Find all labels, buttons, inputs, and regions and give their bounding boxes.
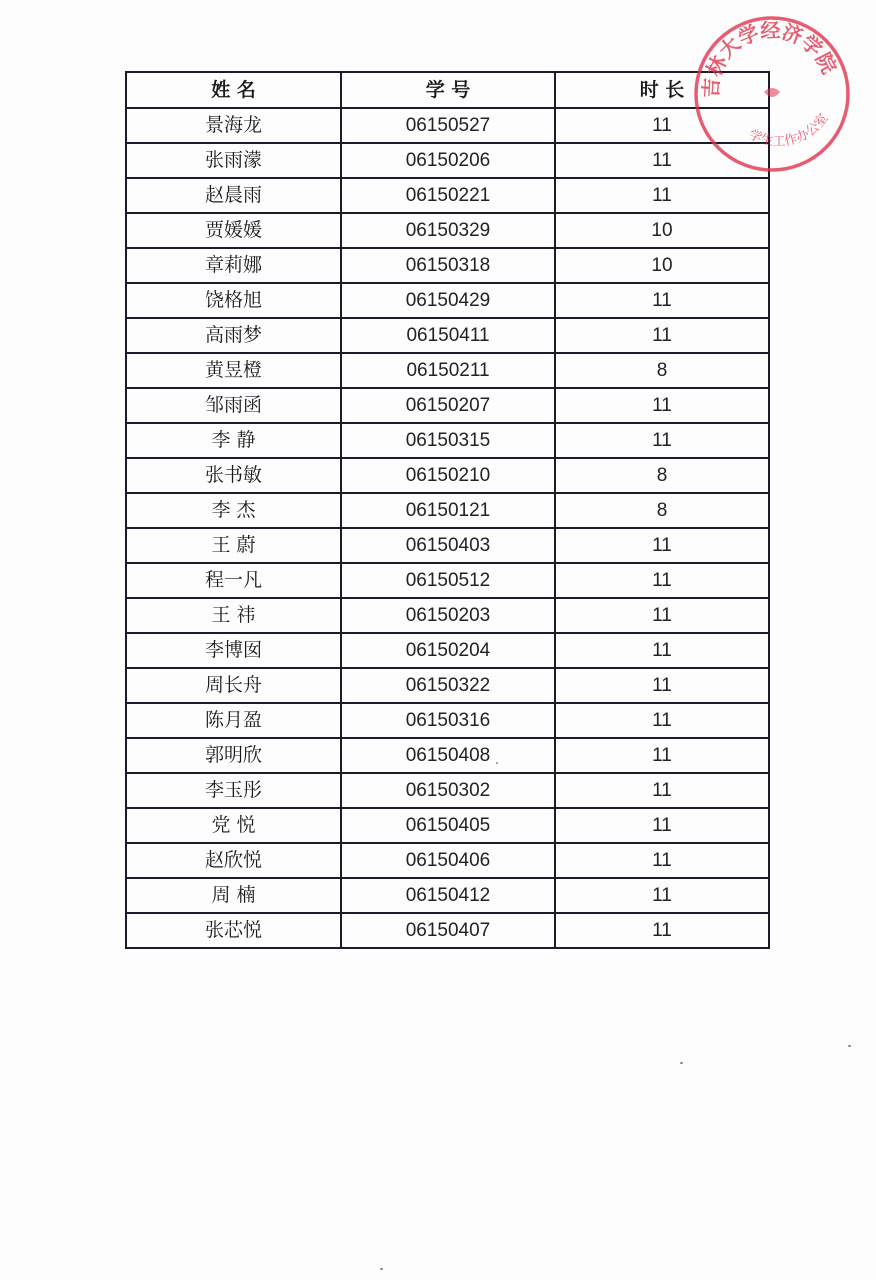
hours-cell: 11 xyxy=(555,808,769,843)
name-cell: 贾媛媛 xyxy=(126,213,341,248)
student-id-cell: 06150512 xyxy=(341,563,555,598)
name-cell: 赵晨雨 xyxy=(126,178,341,213)
header-hours: 时 长 xyxy=(555,72,769,108)
student-id-cell: 06150221 xyxy=(341,178,555,213)
name-cell: 王 蔚 xyxy=(126,528,341,563)
hours-cell: 11 xyxy=(555,633,769,668)
table-row xyxy=(126,283,769,318)
table-row xyxy=(126,528,769,563)
student-id-cell: 06150207 xyxy=(341,388,555,423)
table-row xyxy=(126,913,769,948)
hours-cell: 11 xyxy=(555,563,769,598)
name-cell: 程一凡 xyxy=(126,563,341,598)
name-cell: 李 静 xyxy=(126,423,341,458)
name-cell: 党 悦 xyxy=(126,808,341,843)
scan-speck xyxy=(496,762,498,764)
table-row xyxy=(126,388,769,423)
scan-speck xyxy=(848,1045,851,1047)
hours-cell: 11 xyxy=(555,178,769,213)
hours-cell: 11 xyxy=(555,773,769,808)
table-row xyxy=(126,878,769,913)
table-row xyxy=(126,143,769,178)
table-row xyxy=(126,563,769,598)
header-name: 姓 名 xyxy=(126,72,341,108)
name-cell: 王 祎 xyxy=(126,598,341,633)
name-cell: 李博囡 xyxy=(126,633,341,668)
name-cell: 张芯悦 xyxy=(126,913,341,948)
name-cell: 黄昱橙 xyxy=(126,353,341,388)
name-cell: 张雨濛 xyxy=(126,143,341,178)
seal-arc-text: 吉林大学经济学院 xyxy=(698,18,842,99)
student-id-cell: 06150527 xyxy=(341,108,555,143)
table-row xyxy=(126,178,769,213)
name-cell: 景海龙 xyxy=(126,108,341,143)
student-id-cell: 06150403 xyxy=(341,528,555,563)
table-row xyxy=(126,808,769,843)
student-id-cell: 06150411 xyxy=(341,318,555,353)
table-row xyxy=(126,423,769,458)
scan-speck xyxy=(680,1062,683,1064)
student-id-cell: 06150211 xyxy=(341,353,555,388)
table-row xyxy=(126,738,769,773)
table-row xyxy=(126,598,769,633)
table-row xyxy=(126,213,769,248)
hours-cell: 11 xyxy=(555,528,769,563)
hours-cell: 11 xyxy=(555,318,769,353)
hours-cell: 11 xyxy=(555,913,769,948)
table-header-row xyxy=(126,72,769,108)
student-id-cell: 06150302 xyxy=(341,773,555,808)
hours-cell: 8 xyxy=(555,353,769,388)
student-id-cell: 06150408 xyxy=(341,738,555,773)
table-row xyxy=(126,248,769,283)
name-cell: 周 楠 xyxy=(126,878,341,913)
student-id-cell: 06150203 xyxy=(341,598,555,633)
hours-cell: 11 xyxy=(555,843,769,878)
table-row xyxy=(126,108,769,143)
student-id-cell: 06150318 xyxy=(341,248,555,283)
hours-cell: 11 xyxy=(555,703,769,738)
name-cell: 郭明欣 xyxy=(126,738,341,773)
hours-cell: 11 xyxy=(555,108,769,143)
table-row xyxy=(126,353,769,388)
student-id-cell: 06150405 xyxy=(341,808,555,843)
name-cell: 李 杰 xyxy=(126,493,341,528)
table-row xyxy=(126,493,769,528)
seal-bottom-text: 学生工作办公室 xyxy=(746,111,832,150)
name-cell: 周长舟 xyxy=(126,668,341,703)
hours-cell: 11 xyxy=(555,668,769,703)
name-cell: 饶格旭 xyxy=(126,283,341,318)
table-row xyxy=(126,633,769,668)
student-id-cell: 06150316 xyxy=(341,703,555,738)
table-row xyxy=(126,668,769,703)
hours-cell: 11 xyxy=(555,423,769,458)
scan-speck xyxy=(380,1268,383,1270)
table-body xyxy=(126,108,769,948)
name-cell: 赵欣悦 xyxy=(126,843,341,878)
name-cell: 高雨梦 xyxy=(126,318,341,353)
student-id-cell: 06150429 xyxy=(341,283,555,318)
student-id-cell: 06150315 xyxy=(341,423,555,458)
student-id-cell: 06150406 xyxy=(341,843,555,878)
student-id-cell: 06150206 xyxy=(341,143,555,178)
name-cell: 陈月盈 xyxy=(126,703,341,738)
hours-cell: 11 xyxy=(555,143,769,178)
volunteer-hours-table xyxy=(125,71,770,949)
hours-cell: 11 xyxy=(555,598,769,633)
student-id-cell: 06150322 xyxy=(341,668,555,703)
table-row xyxy=(126,773,769,808)
student-id-cell: 06150329 xyxy=(341,213,555,248)
hours-cell: 11 xyxy=(555,388,769,423)
student-id-cell: 06150210 xyxy=(341,458,555,493)
student-id-cell: 06150407 xyxy=(341,913,555,948)
table-row xyxy=(126,703,769,738)
hours-cell: 10 xyxy=(555,213,769,248)
table-row xyxy=(126,458,769,493)
hours-cell: 11 xyxy=(555,283,769,318)
header-student-id: 学 号 xyxy=(341,72,555,108)
name-cell: 章莉娜 xyxy=(126,248,341,283)
hours-cell: 8 xyxy=(555,493,769,528)
name-cell: 李玉彤 xyxy=(126,773,341,808)
table-row xyxy=(126,318,769,353)
student-id-cell: 06150412 xyxy=(341,878,555,913)
hours-cell: 11 xyxy=(555,878,769,913)
name-cell: 张书敏 xyxy=(126,458,341,493)
hours-cell: 10 xyxy=(555,248,769,283)
student-id-cell: 06150204 xyxy=(341,633,555,668)
table-row xyxy=(126,843,769,878)
name-cell: 邹雨函 xyxy=(126,388,341,423)
hours-cell: 11 xyxy=(555,738,769,773)
student-id-cell: 06150121 xyxy=(341,493,555,528)
hours-cell: 8 xyxy=(555,458,769,493)
